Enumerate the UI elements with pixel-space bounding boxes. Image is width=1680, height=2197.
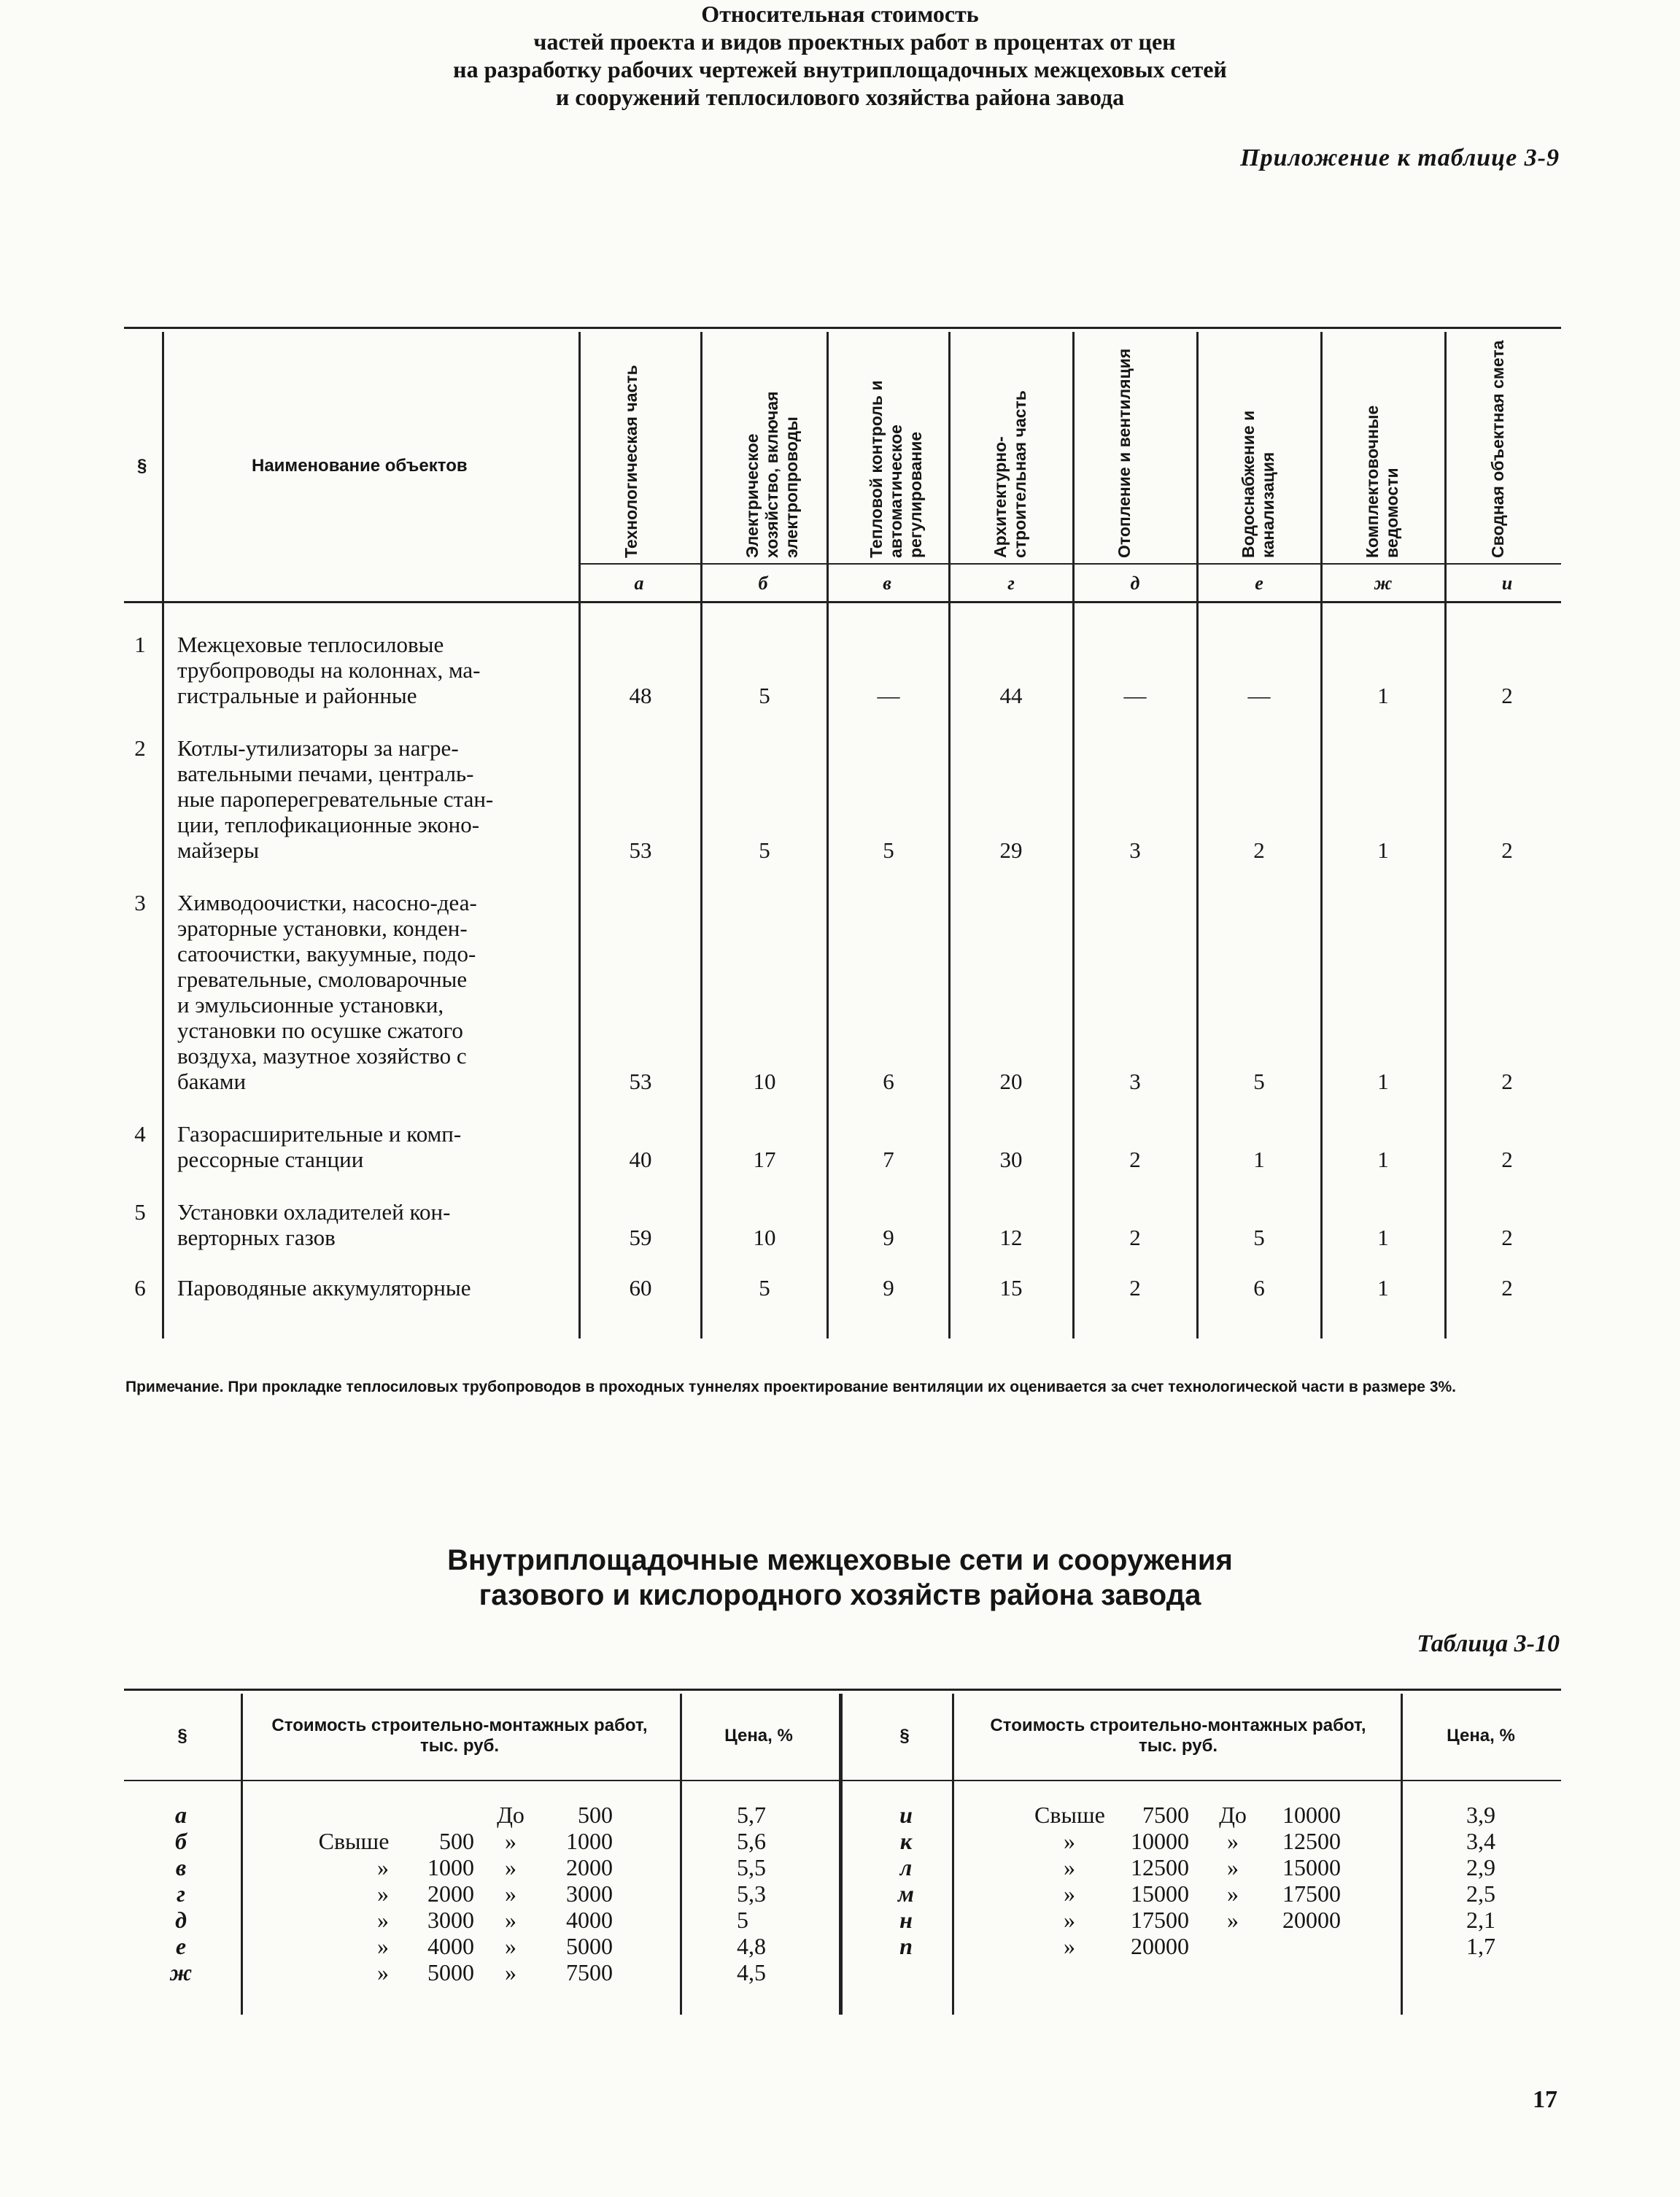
table2-divider — [241, 1694, 243, 2015]
left-to-values — [540, 1802, 613, 1985]
to-word: До — [1219, 1802, 1247, 1828]
to-value: 4000 — [566, 1907, 613, 1933]
column-letter: д — [1130, 573, 1140, 594]
from-value: 17500 — [1131, 1907, 1189, 1933]
table1-divider — [1072, 332, 1075, 1338]
table2-label: Таблица 3-10 — [1417, 1630, 1560, 1657]
cell-value: — — [1123, 683, 1147, 708]
cell-value: 2 — [1501, 1069, 1513, 1094]
table2-divider — [952, 1694, 954, 2015]
table2-head-cost: Стоимость строительно-монтажных работ, тыс. руб. — [271, 1716, 648, 1756]
table1-divider — [827, 332, 829, 1338]
row-letter: ж — [169, 1959, 193, 1985]
name-line: эраторные установки, конден- — [177, 915, 468, 941]
from-word: » — [377, 1959, 389, 1985]
cell-value: 20 — [999, 1069, 1023, 1094]
column-header: Комплектовочные ведомости — [1363, 405, 1401, 558]
to-value: 500 — [578, 1802, 613, 1828]
from-word: » — [377, 1854, 389, 1880]
column-header: Электрическое хозяйство, включая электропроводы — [743, 391, 801, 558]
price-value: 2,9 — [1466, 1854, 1495, 1880]
name-line: Газорасширительные и комп- — [177, 1121, 462, 1147]
cell-value: 2 — [1253, 837, 1265, 863]
name-line: Котлы-утилизаторы за нагре- — [177, 735, 459, 761]
left-from-words — [314, 1802, 394, 1985]
to-word: » — [505, 1880, 516, 1907]
row-letter: б — [175, 1828, 187, 1854]
left-letters — [166, 1802, 196, 1985]
from-value: 5000 — [427, 1959, 474, 1985]
right-letters — [891, 1802, 921, 1959]
cell-value: 2 — [1501, 683, 1513, 708]
to-word: » — [1227, 1828, 1239, 1854]
to-value: 17500 — [1282, 1880, 1341, 1907]
name-line: вательными печами, централь- — [177, 761, 474, 786]
price-value: 2,5 — [1466, 1880, 1495, 1907]
cell-value: 5 — [759, 1275, 770, 1301]
name-line: баками — [177, 1069, 247, 1094]
column-letter: в — [883, 573, 891, 594]
table1-title-line: и сооружений теплосилового хозяйства района завода — [555, 84, 1125, 110]
cell-value: 2 — [1129, 1147, 1141, 1172]
right-to-words — [1211, 1802, 1255, 1959]
right-from-values — [1116, 1802, 1189, 1959]
to-word: » — [505, 1854, 516, 1880]
from-value: 12500 — [1131, 1854, 1189, 1880]
to-value: 12500 — [1282, 1828, 1341, 1854]
to-word: » — [505, 1907, 516, 1933]
from-word: » — [1064, 1880, 1075, 1907]
cell-value: 6 — [1253, 1275, 1265, 1301]
column-letter: и — [1501, 573, 1513, 594]
object-name — [177, 1199, 571, 1250]
table2-head-rule — [124, 1780, 1561, 1781]
table2-head-price: Цена, % — [724, 1726, 793, 1745]
column-header: Сводная объектная смета — [1488, 340, 1507, 558]
to-value: 5000 — [566, 1933, 613, 1959]
cell-value: 48 — [629, 683, 652, 708]
object-name — [177, 632, 571, 708]
name-line: сатоочистки, вакуумные, подо- — [177, 941, 476, 966]
name-line: Межцеховые теплосиловые — [177, 632, 444, 657]
table1-divider — [700, 332, 702, 1338]
table2-title-line: Внутриплощадочные межцеховые сети и сооружения — [447, 1544, 1233, 1576]
name-line: установки по осушке сжатого — [177, 1018, 463, 1043]
cell-value: 2 — [1501, 1275, 1513, 1301]
left-from-values — [401, 1802, 474, 1985]
from-word: » — [377, 1907, 389, 1933]
to-value: 3000 — [566, 1880, 613, 1907]
cell-value: 17 — [753, 1147, 776, 1172]
price-value: 3,4 — [1466, 1828, 1495, 1854]
table1-top-rule — [124, 327, 1561, 329]
table2-title-line: газового и кислородного хозяйств района завода — [479, 1579, 1201, 1611]
name-line: Установки охладителей кон- — [177, 1199, 451, 1225]
to-value: 7500 — [566, 1959, 613, 1985]
price-value: 3,9 — [1466, 1802, 1495, 1828]
cell-value: 5 — [759, 683, 770, 708]
price-value: 4,8 — [737, 1933, 766, 1959]
table1-divider — [1196, 332, 1199, 1338]
cell-value: 1 — [1377, 1147, 1389, 1172]
cell-value: — — [1247, 683, 1271, 708]
from-value: 10000 — [1131, 1828, 1189, 1854]
cell-value: 30 — [999, 1147, 1023, 1172]
price-value: 5,7 — [737, 1802, 766, 1828]
to-word: » — [1227, 1854, 1239, 1880]
table1-divider — [578, 332, 581, 1338]
right-to-values — [1261, 1802, 1341, 1959]
price-value: 5,3 — [737, 1880, 766, 1907]
cell-value: 2 — [1129, 1225, 1141, 1250]
name-line: Химводоочистки, насосно-деа- — [177, 890, 477, 915]
left-to-words — [489, 1802, 533, 1985]
from-word: » — [1064, 1854, 1075, 1880]
table1-title — [0, 0, 1680, 111]
column-header: Тепловой контроль и автоматическое регулирование — [867, 380, 925, 558]
name-line: ные пароперегревательные стан- — [177, 786, 494, 812]
table2-head-section: § — [177, 1726, 187, 1745]
name-line: Пароводяные аккумуляторные — [177, 1275, 471, 1301]
cell-value: 7 — [883, 1147, 894, 1172]
cell-value: 9 — [883, 1275, 894, 1301]
column-letter: г — [1007, 573, 1015, 594]
from-value: 1000 — [427, 1854, 474, 1880]
table2-title — [0, 1543, 1680, 1613]
table2-divider — [839, 1694, 843, 2015]
column-header: Водоснабжение и канализация — [1239, 410, 1277, 558]
cell-value: 53 — [629, 837, 652, 863]
row-number: 1 — [134, 632, 146, 657]
cell-value: 3 — [1129, 837, 1141, 863]
from-word — [314, 1802, 394, 1828]
table1-head-rule — [124, 601, 1561, 603]
cell-value: 9 — [883, 1225, 894, 1250]
row-number: 3 — [134, 890, 146, 915]
cell-value: 2 — [1501, 837, 1513, 863]
price-value: 4,5 — [737, 1959, 766, 1985]
cell-value: 10 — [753, 1225, 776, 1250]
column-letter: б — [758, 573, 768, 594]
row-letter: п — [899, 1933, 913, 1959]
cell-value: 15 — [999, 1275, 1023, 1301]
to-word: До — [497, 1802, 524, 1828]
cell-value: 59 — [629, 1225, 652, 1250]
name-line: верторных газов — [177, 1225, 336, 1250]
table2-top-rule — [124, 1689, 1561, 1691]
cell-value: 1 — [1253, 1147, 1265, 1172]
from-word: Свыше — [318, 1828, 390, 1854]
right-prices — [1466, 1802, 1525, 1959]
cell-value: 1 — [1377, 683, 1389, 708]
row-letter: е — [175, 1933, 187, 1959]
table1-head-section: § — [137, 456, 147, 476]
cell-value: 1 — [1377, 1275, 1389, 1301]
row-letter: д — [175, 1907, 187, 1933]
table1-divider — [1320, 332, 1323, 1338]
appendix-label: Приложение к таблице 3-9 — [1240, 144, 1560, 171]
price-value: 5,5 — [737, 1854, 766, 1880]
name-line: гистральные и районные — [177, 683, 417, 708]
table1-divider — [948, 332, 951, 1338]
cell-value: 53 — [629, 1069, 652, 1094]
cell-value: — — [877, 683, 900, 708]
cell-value: 1 — [1377, 1225, 1389, 1250]
name-line: воздуха, мазутное хозяйство с — [177, 1043, 467, 1069]
row-letter: н — [899, 1907, 913, 1933]
column-letter: а — [634, 573, 644, 594]
row-letter: г — [177, 1880, 185, 1907]
from-value: 500 — [439, 1828, 474, 1854]
name-line: гревательные, смоловарочные — [177, 966, 468, 992]
cell-value: 44 — [999, 683, 1023, 708]
row-number: 5 — [134, 1199, 146, 1225]
to-word: » — [505, 1828, 516, 1854]
from-value — [401, 1802, 474, 1828]
left-prices — [737, 1802, 795, 1985]
row-letter: л — [899, 1854, 913, 1880]
row-number: 4 — [134, 1121, 146, 1147]
column-letter: е — [1255, 573, 1263, 594]
table1-title-line: на разработку рабочих чертежей внутриплощадочных межцеховых сетей — [453, 56, 1227, 82]
from-value: 15000 — [1131, 1880, 1189, 1907]
cell-value: 29 — [999, 837, 1023, 863]
to-value: 1000 — [566, 1828, 613, 1854]
object-name — [177, 1275, 571, 1301]
row-letter: м — [898, 1880, 914, 1907]
from-word: » — [1064, 1828, 1075, 1854]
table1-divider — [162, 332, 164, 1338]
name-line: трубопроводы на колоннах, ма- — [177, 657, 481, 683]
to-value: 10000 — [1282, 1802, 1341, 1828]
table1-title-line: частей проекта и видов проектных работ в процентах от цен — [533, 28, 1176, 55]
cell-value: 6 — [883, 1069, 894, 1094]
price-value: 1,7 — [1466, 1933, 1495, 1959]
cell-value: 3 — [1129, 1069, 1141, 1094]
cell-value: 5 — [759, 837, 770, 863]
right-from-words — [1034, 1802, 1115, 1959]
name-line: и эмульсионные установки, — [177, 992, 444, 1018]
from-word: Свыше — [1034, 1802, 1105, 1828]
to-word: » — [1227, 1880, 1239, 1907]
to-value: 2000 — [566, 1854, 613, 1880]
name-line: рессорные станции — [177, 1147, 364, 1172]
from-value: 2000 — [427, 1880, 474, 1907]
cell-value: 2 — [1129, 1275, 1141, 1301]
table1-letter-rule — [578, 563, 1561, 565]
table1-divider — [1444, 332, 1447, 1338]
row-letter: в — [175, 1854, 187, 1880]
column-header: Отопление и вентиляция — [1115, 348, 1134, 558]
table2-head-section: § — [899, 1726, 910, 1745]
row-number: 6 — [134, 1275, 146, 1301]
cell-value: 1 — [1377, 1069, 1389, 1094]
from-value: 4000 — [427, 1933, 474, 1959]
row-number: 2 — [134, 735, 146, 761]
from-word: » — [1064, 1907, 1075, 1933]
table1-title-line: Относительная стоимость — [701, 1, 979, 27]
from-value: 3000 — [427, 1907, 474, 1933]
page-number: 17 — [1533, 2086, 1557, 2113]
object-name — [177, 735, 571, 863]
cell-value: 5 — [883, 837, 894, 863]
column-header: Архитектурно-строительная часть — [991, 390, 1029, 558]
to-value — [1261, 1933, 1341, 1959]
cell-value: 60 — [629, 1275, 652, 1301]
cell-value: 5 — [1253, 1069, 1265, 1094]
row-letter: к — [899, 1828, 913, 1854]
cell-value: 2 — [1501, 1225, 1513, 1250]
table2-head-price: Цена, % — [1447, 1726, 1515, 1745]
cell-value: 5 — [1253, 1225, 1265, 1250]
to-value: 20000 — [1282, 1907, 1341, 1933]
name-line: майзеры — [177, 837, 260, 863]
from-word: » — [377, 1933, 389, 1959]
to-word — [1211, 1933, 1255, 1959]
object-name — [177, 890, 571, 1094]
table2-head-cost: Стоимость строительно-монтажных работ, тыс. руб. — [990, 1716, 1366, 1756]
name-line: ции, теплофикационные эконо- — [177, 812, 480, 837]
price-value: 5,6 — [737, 1828, 766, 1854]
price-value: 2,1 — [1466, 1907, 1495, 1933]
to-word: » — [1227, 1907, 1239, 1933]
table1-head-name: Наименование объектов — [252, 456, 468, 476]
table2-divider — [680, 1694, 682, 2015]
from-value: 20000 — [1131, 1933, 1189, 1959]
to-value: 15000 — [1282, 1854, 1341, 1880]
cell-value: 1 — [1377, 837, 1389, 863]
column-letter: ж — [1374, 573, 1393, 594]
table2-divider — [1401, 1694, 1403, 2015]
from-word: » — [1064, 1933, 1075, 1959]
from-value: 7500 — [1142, 1802, 1189, 1828]
from-word: » — [377, 1880, 389, 1907]
cell-value: 2 — [1501, 1147, 1513, 1172]
table1-note: Примечание. При прокладке теплосиловых трубопроводов в проходных туннелях проектирование вентиляции их оценивается за счет технологической части в размере 3%. — [125, 1379, 1457, 1395]
row-letter: и — [899, 1802, 913, 1828]
to-word: » — [505, 1959, 516, 1985]
cell-value: 12 — [999, 1225, 1023, 1250]
cell-value: 10 — [753, 1069, 776, 1094]
column-header: Технологическая часть — [622, 365, 640, 558]
cell-value: 40 — [629, 1147, 652, 1172]
price-value: 5 — [737, 1907, 748, 1933]
object-name — [177, 1121, 571, 1172]
row-letter: а — [175, 1802, 187, 1828]
to-word: » — [505, 1933, 516, 1959]
